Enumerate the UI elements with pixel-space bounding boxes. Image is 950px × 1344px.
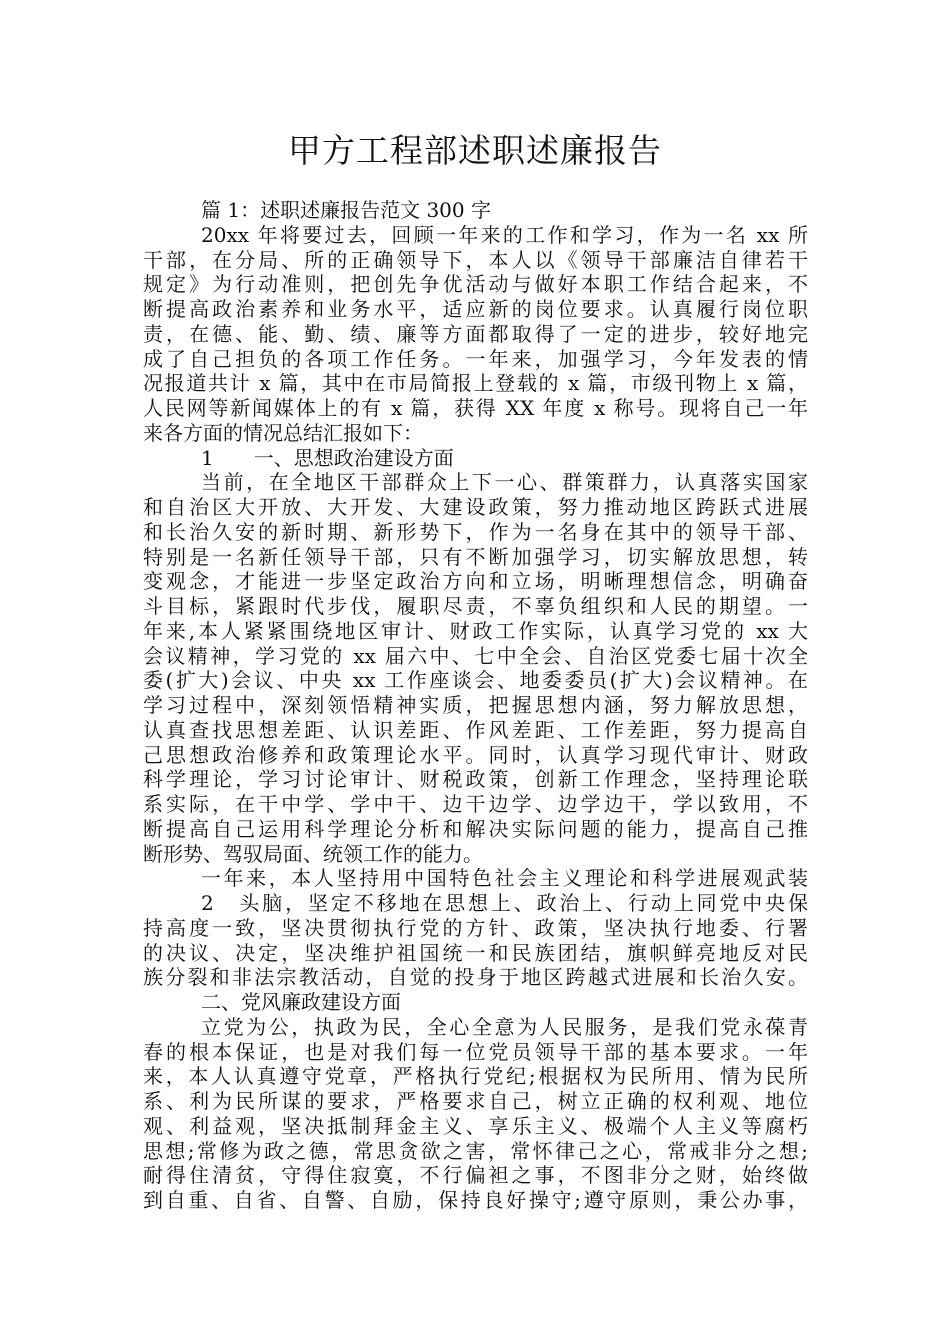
body-line: 变观念，才能进一步坚定政治方向和立场，明晰理想信念，明确奋 (143, 569, 808, 594)
body-line: 己思想政治修养和政策理论水平。同时，认真学习现代审计、财政 (143, 742, 808, 767)
body-line: 1 一、思想政治建设方面 (201, 445, 454, 470)
body-line: 认真查找思想差距、认识差距、作风差距、工作差距，努力提高自 (143, 717, 808, 742)
body-line: 年来,本人紧紧围绕地区审计、财政工作实际，认真学习党的 xx 大 (143, 618, 808, 643)
body-line: 学习过程中，深刻领悟精神实质，把握思想内涵，努力解放思想， (143, 693, 808, 717)
body-line: 会议精神，学习党的 xx 届六中、七中全会、自治区党委七届十次全 (143, 643, 808, 668)
body-line: 系、利为民所谋的要求，严格要求自己，树立正确的权利观、地位 (143, 1089, 808, 1113)
body-line: 成了自己担负的各项工作任务。一年来，加强学习，今年发表的情 (143, 346, 808, 371)
body-line: 耐得住清贫，守得住寂寞，不行偏袒之事，不图非分之财，始终做 (143, 1163, 808, 1188)
document-title: 甲方工程部述职述廉报告 (288, 131, 662, 170)
body-line: 的决议、决定，坚决维护祖国统一和民族团结，旗帜鲜亮地反对民 (143, 940, 808, 965)
body-line: 2 头脑，坚定不移地在思想上、政治上、行动上同党中央保 (201, 891, 808, 915)
body-line: 断形势、驾驭局面、统领工作的能力。 (143, 841, 483, 866)
body-line: 责，在德、能、勤、绩、廉等方面都取得了一定的进步，较好地完 (143, 321, 808, 346)
body-line: 观、利益观，坚决抵制拜金主义、享乐主义、极端个人主义等腐朽 (143, 1113, 808, 1138)
body-line: 规定》为行动准则，把创先争优活动与做好本职工作结合起来，不 (143, 272, 808, 297)
body-line: 立党为公，执政为民，全心全意为人民服务，是我们党永葆青 (201, 1014, 808, 1039)
body-line: 篇 1：述职述廉报告范文 300 字 (201, 198, 491, 222)
body-line: 当前，在全地区干部群众上下一心、群策群力，认真落实国家 (201, 470, 808, 495)
body-line: 斗目标，紧跟时代步伐，履职尽责，不辜负组织和人民的期望。一 (143, 594, 808, 618)
body-line: 一年来，本人坚持用中国特色社会主义理论和科学进展观武装 (201, 866, 808, 891)
body-line: 来各方面的情况总结汇报如下： (143, 420, 423, 445)
body-line: 断提高政治素养和业务水平，适应新的岗位要求。认真履行岗位职 (143, 297, 808, 321)
body-line: 委(扩大)会议、中央 xx 工作座谈会、地委委员(扩大)会议精神。在 (143, 668, 808, 693)
body-line: 族分裂和非法宗教活动，自觉的投身于地区跨越式进展和长治久安。 (143, 965, 808, 990)
body-line: 持高度一致，坚决贯彻执行党的方针、政策，坚决执行地委、行署 (143, 915, 808, 940)
body-line: 春的根本保证，也是对我们每一位党员领导干部的基本要求。一年 (143, 1039, 808, 1064)
body-line: 系实际，在干中学、学中干、边干边学、边学边干，学以致用，不 (143, 792, 808, 816)
body-line: 到自重、自省、自警、自励，保持良好操守;遵守原则，秉公办事， (143, 1188, 808, 1212)
body-line: 思想;常修为政之德，常思贪欲之害，常怀律己之心，常戒非分之想; (143, 1138, 808, 1163)
body-line: 二、党风廉政建设方面 (201, 990, 401, 1014)
body-line: 断提高自己运用科学理论分析和解决实际问题的能力，提高自己推 (143, 816, 808, 841)
document-body (143, 198, 808, 1213)
body-line: 和自治区大开放、大开发、大建设政策，努力推动地区跨跃式进展 (143, 495, 808, 519)
body-line: 干部，在分局、所的正确领导下，本人以《领导干部廉洁自律若干 (143, 247, 808, 272)
body-line: 来，本人认真遵守党章，严格执行党纪;根据权为民所用、情为民所 (143, 1064, 808, 1089)
body-line: 和长治久安的新时期、新形势下，作为一名身在其中的领导干部、 (143, 519, 808, 544)
body-line: 况报道共计 x 篇，其中在市局简报上登载的 x 篇，市级刊物上 x 篇， (143, 371, 808, 396)
body-line: 人民网等新闻媒体上的有 x 篇，获得 XX 年度 x 称号。现将自己一年 (143, 396, 808, 420)
body-line: 特别是一名新任领导干部，只有不断加强学习，切实解放思想，转 (143, 544, 808, 569)
body-line: 20xx 年将要过去，回顾一年来的工作和学习，作为一名 xx 所 (201, 222, 808, 247)
body-line: 科学理论，学习讨论审计、财税政策，创新工作理念，坚持理论联 (143, 767, 808, 792)
